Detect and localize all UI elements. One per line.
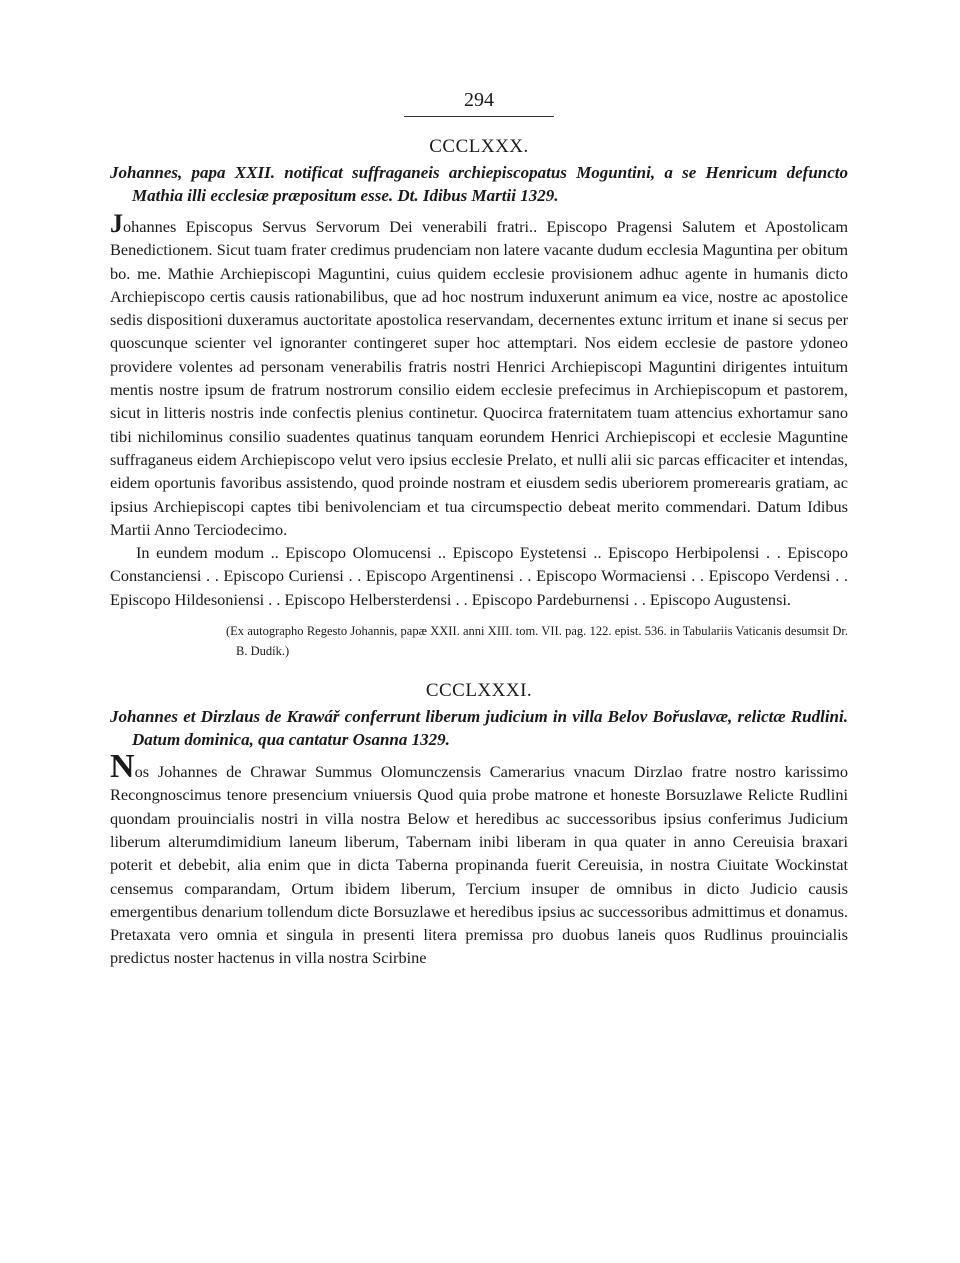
document-body: [110, 209, 848, 611]
document-page: [110, 88, 848, 970]
page-number: 294: [464, 89, 494, 111]
document-entry: [110, 679, 848, 970]
source-note: (Ex autographo Regesto Johannis, papæ XXII. anni XIII. tom. VII. pag. 122. epist. 536. in Tabulariis Vaticanis desumsit Dr. B. Dudík.): [226, 624, 848, 659]
initial-letter: N: [110, 748, 135, 786]
body-paragraph: [110, 748, 848, 970]
paragraph-text: os Johannes de Chrawar Summus Olomunczensis Camerarius vnacum Dirzlao fratre nostro karissimo Recongnoscimus tenore presencium vniuersis Quod quia probe matrone et honeste Borsuzlawe Relicte Rudlini quondam prouincialis nostri in villa nostra Below et heredibus ac successoribus ipsius conferimus Judicium liberum alterumdimidium laneum liberum, Tabernam inibi liberam in qua quater in anno Cereuisia braxari poterit et debebit, alia enim que in dicta Taberna propinanda fuerit Cereuisia, in nostra Ciuitate Wockinstat censemus comparandam, Ortum ibidem liberum, Tercium insuper de omnibus in dicto Judicio causis emergentibus denarium tollendum dicte Borsuzlawe et heredibus ipsius ac successoribus admittimus et donamus. Pretaxata vero omnia et singula in presenti litera premissa pro duobus laneis quos Rudlinus prouincialis predictus noster hactenus in villa nostra Scirbine: [110, 762, 848, 968]
paragraph-text: ohannes Episcopus Servus Servorum Dei venerabili fratri.. Episcopo Pragensi Salutem et Apostolicam Benedictionem. Sicut tuam frater credimus prudenciam non latere vacante dudum ecclesia Maguntina per obitum bo. me. Mathie Archiepiscopi Maguntini, cuius quidem ecclesie provisionem adhuc agente in humanis dicto Archiepiscopo certis causis rationabilibus, que ad hoc nostrum induxerunt animum ea vice, nostre ac apostolice sedis dispositioni duxeramus auctoritate apostolica reservandam, decernentes extunc irritum et inane si secus per quoscunque scienter vel ignoranter contingeret super hoc attemptari. Nos eidem ecclesie de pastore ydoneo providere volentes ad personam venerabilis fratris nostri Henrici Archiepiscopi Maguntini dirigentes intuitum mentis nostre ipsum de fratrum nostrorum consilio eidem ecclesie prefecimus in Archiepiscopum et pastorem, sicut in litteris nostris inde confectis plenius continetur. Quocirca fraternitatem tuam attencius exhortamur sano tibi nichilominus consilio suadentes quatinus tanquam eorundem Henrici Archiepiscopi et ecclesie Maguntine suffraganeus eidem Archiepiscopo velut vero ipsius ecclesie Prelato, et nulli alii sic parcas efficaciter et intendas, eidem oportunis favoribus assistendo, quod proinde nostram et eiusdem sedis uberiorem promerearis gratiam, ac ipsius Archiepiscopi captes tibi benivolenciam et tua circumspectio debeat merito commendari. Datum Idibus Martii Anno Terciodecimo.: [110, 217, 848, 539]
document-body: [110, 748, 848, 970]
document-numeral: CCCLXXX.: [429, 136, 529, 157]
document-entry: [110, 135, 848, 661]
body-paragraph: In eundem modum .. Episcopo Olomucensi .. Episcopo Eystetensi .. Episcopo Herbipolensi . . Episcopo Constanciensi . . Episcopo Curiensi . . Episcopo Argentinensi . . Episcopo Wormaciensi . . Episcopo Verdensi . . Episcopo Hildesoniensi . . Episcopo Helbersterdensi . . Episcopo Pardeburnensi . . Episcopo Augustensi.: [110, 543, 848, 609]
document-numeral: CCCLXXXI.: [425, 680, 533, 702]
page-number-rule: [404, 116, 554, 117]
initial-letter: J: [110, 209, 123, 238]
document-summary: Johannes, papa XXII. notificat suffraganeis archiepiscopatus Moguntini, a se Henricum defuncto Mathia illi ecclesiæ præpositum esse. Dt. Idibus Martii 1329.: [110, 163, 848, 205]
document-summary: Johannes et Dirzlaus de Krawář conferrunt liberum judicium in villa Belov Bořuslavæ, relictæ Rudlini. Datum dominica, qua cantatur Osanna 1329.: [110, 707, 848, 750]
body-paragraph: [110, 209, 848, 541]
